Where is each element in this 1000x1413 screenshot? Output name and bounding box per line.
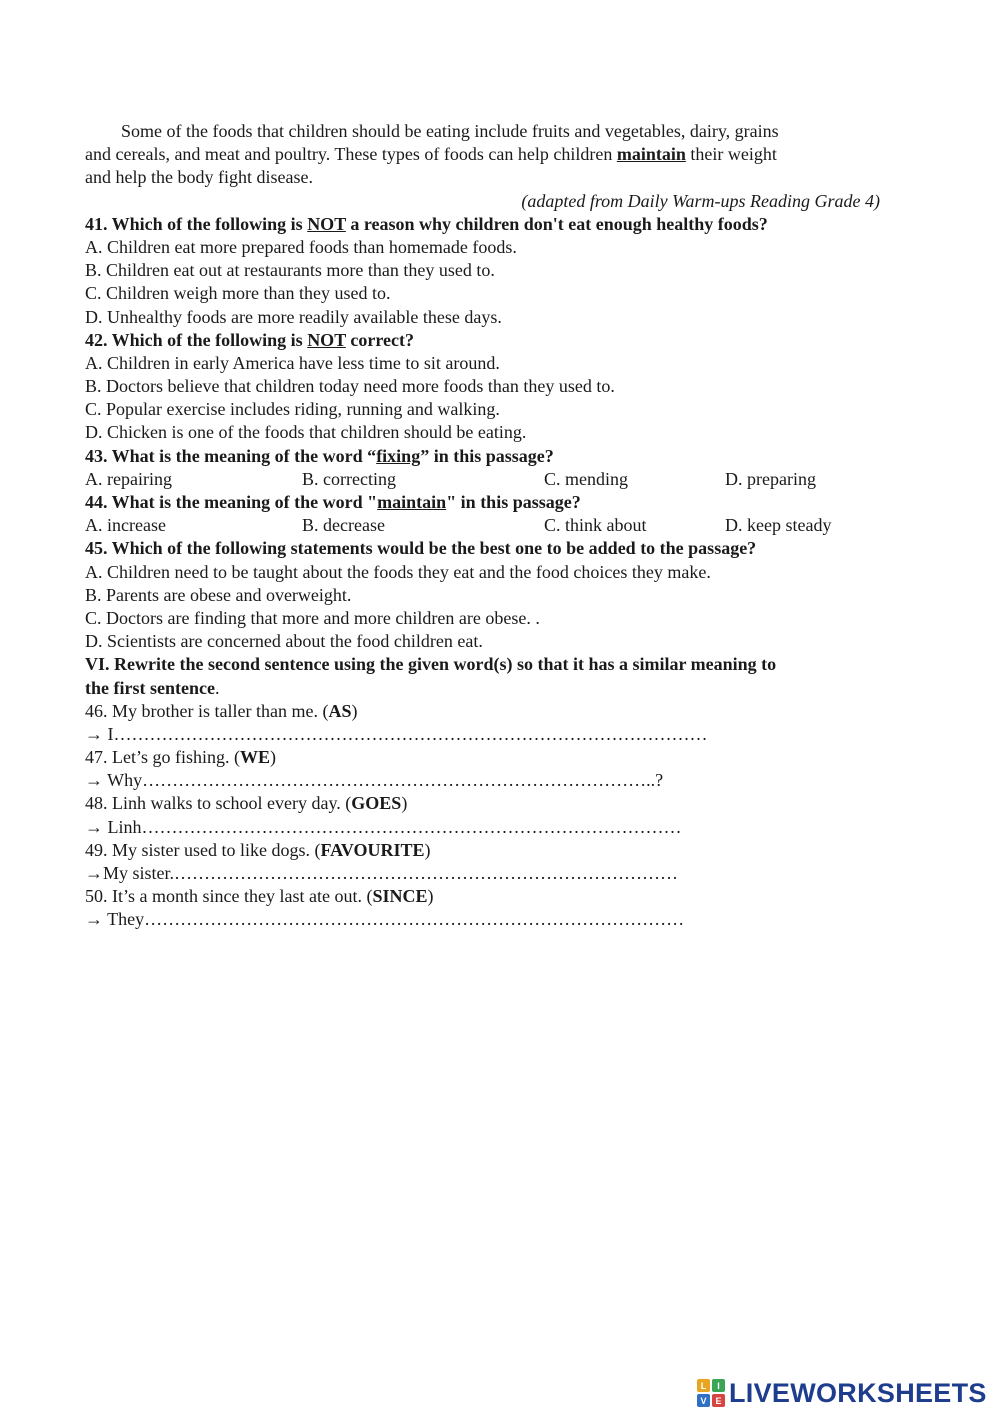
rewrite-49-answer-field[interactable]: →My sister.………………………………………………………………………… [85, 863, 679, 883]
q44-option-c[interactable]: C. think about [544, 515, 647, 536]
question-text: " in this passage? [446, 492, 581, 512]
question-text: 44. What is the meaning of the word " [85, 492, 378, 512]
q41-option-b[interactable]: B. Children eat out at restaurants more than they used to. [85, 260, 495, 281]
q45-option-a[interactable]: A. Children need to be taught about the foods they eat and the food choices they make. [85, 561, 711, 582]
prompt-text: ) [270, 747, 277, 768]
question-text: 43. What is the meaning of the word “ [85, 445, 377, 466]
question-keyword: NOT [307, 213, 346, 234]
prompt-text: ) [351, 700, 358, 721]
given-word: AS [328, 700, 352, 721]
passage-text: and cereals, and meat and poultry. These types of foods can help children [85, 144, 617, 165]
passage-text: their weight [685, 144, 777, 165]
question-text: 42. Which of the following is [85, 329, 308, 350]
prompt-text: 47. Let’s go fishing. ( [85, 747, 240, 768]
question-text: a reason why children don't eat enough healthy foods? [345, 213, 768, 234]
q44-option-b[interactable]: B. decrease [302, 515, 385, 536]
question-45: 45. Which of the following statements would be the best one to be added to the passage? [85, 538, 757, 559]
logo-tile: V [697, 1394, 710, 1407]
rewrite-47-prompt [85, 746, 880, 769]
section-6-text: the first sentence [85, 677, 215, 698]
q41-option-a[interactable]: A. Children eat more prepared foods than homemade foods. [85, 236, 517, 257]
prompt-text: 48. Linh walks to school every day. ( [85, 793, 352, 814]
passage-line-2 [85, 143, 880, 166]
rewrite-46-prompt [85, 700, 880, 723]
rewrite-47-answer-field[interactable]: → Why…………………………………………………………………………..? [85, 770, 664, 791]
passage-line-1: Some of the foods that children should be eating include fruits and vegetables, dairy, grains [121, 121, 779, 141]
passage-source: (adapted from Daily Warm-ups Reading Grade 4) [521, 190, 880, 211]
keyword-maintain: maintain [616, 144, 686, 165]
q44-options [85, 514, 880, 537]
q45-option-c[interactable]: C. Doctors are finding that more and more children are obese. . [85, 607, 540, 628]
q45-option-d[interactable]: D. Scientists are concerned about the food children eat. [85, 631, 483, 652]
given-word: GOES [351, 793, 402, 814]
q43-option-c[interactable]: C. mending [544, 468, 628, 489]
logo-tile: L [697, 1379, 710, 1392]
section-6-heading-cont [85, 677, 880, 700]
q42-option-a[interactable]: A. Children in early America have less time to sit around. [85, 352, 500, 373]
prompt-text: ) [424, 839, 431, 860]
q43-option-d[interactable]: D. preparing [725, 468, 816, 489]
q42-option-d[interactable]: D. Chicken is one of the foods that children should be eating. [85, 422, 527, 443]
question-text: 41. Which of the following is [85, 213, 308, 234]
rewrite-48-answer-field[interactable]: → Linh……………………………………………………………………………… [85, 816, 682, 837]
rewrite-46-answer-field[interactable]: → I……………………………………………………………………………………… [85, 723, 708, 744]
given-word: WE [240, 747, 271, 768]
question-text: ” in this passage? [420, 445, 554, 466]
q41-option-d[interactable]: D. Unhealthy foods are more readily available these days. [85, 306, 502, 327]
q43-option-b[interactable]: B. correcting [302, 468, 396, 489]
given-word: SINCE [372, 886, 428, 907]
logo-tile: I [712, 1379, 725, 1392]
logo-tile: E [712, 1394, 725, 1407]
q44-option-a[interactable]: A. increase [85, 515, 166, 536]
q43-option-a[interactable]: A. repairing [85, 468, 172, 489]
rewrite-48-prompt [85, 792, 880, 815]
question-text: correct? [345, 329, 414, 350]
question-41 [85, 213, 880, 236]
prompt-text: 50. It’s a month since they last ate out. ( [85, 886, 373, 907]
prompt-text: 46. My brother is taller than me. ( [85, 700, 329, 721]
prompt-text: ) [427, 886, 434, 907]
q45-option-b[interactable]: B. Parents are obese and overweight. [85, 584, 352, 605]
question-42 [85, 329, 880, 352]
liveworksheets-logo-text: LIVEWORKSHEETS [729, 1377, 987, 1408]
rewrite-50-answer-field[interactable]: → They……………………………………………………………………………… [85, 909, 685, 930]
worksheet-page [85, 120, 880, 932]
rewrite-50-prompt [85, 885, 880, 908]
question-43 [85, 445, 880, 468]
question-keyword: fixing [376, 445, 421, 466]
question-44 [85, 491, 880, 514]
question-keyword: NOT [307, 329, 346, 350]
section-6-punct: . [214, 677, 220, 698]
q44-option-d[interactable]: D. keep steady [725, 515, 832, 536]
q42-option-b[interactable]: B. Doctors believe that children today need more foods than they used to. [85, 376, 615, 397]
prompt-text: ) [401, 793, 408, 814]
q43-options [85, 468, 880, 491]
rewrite-49-prompt [85, 839, 880, 862]
section-6-heading: VI. Rewrite the second sentence using the given word(s) so that it has a similar meaning to [85, 654, 777, 675]
passage-line-3: and help the body fight disease. [85, 167, 313, 188]
q42-option-c[interactable]: C. Popular exercise includes riding, running and walking. [85, 399, 500, 420]
q41-option-c[interactable]: C. Children weigh more than they used to. [85, 283, 391, 304]
prompt-text: 49. My sister used to like dogs. ( [85, 839, 321, 860]
liveworksheets-logo[interactable] [697, 1376, 987, 1410]
question-keyword: maintain [377, 492, 447, 512]
given-word: FAVOURITE [320, 839, 425, 860]
liveworksheets-logo-icon [697, 1379, 725, 1407]
